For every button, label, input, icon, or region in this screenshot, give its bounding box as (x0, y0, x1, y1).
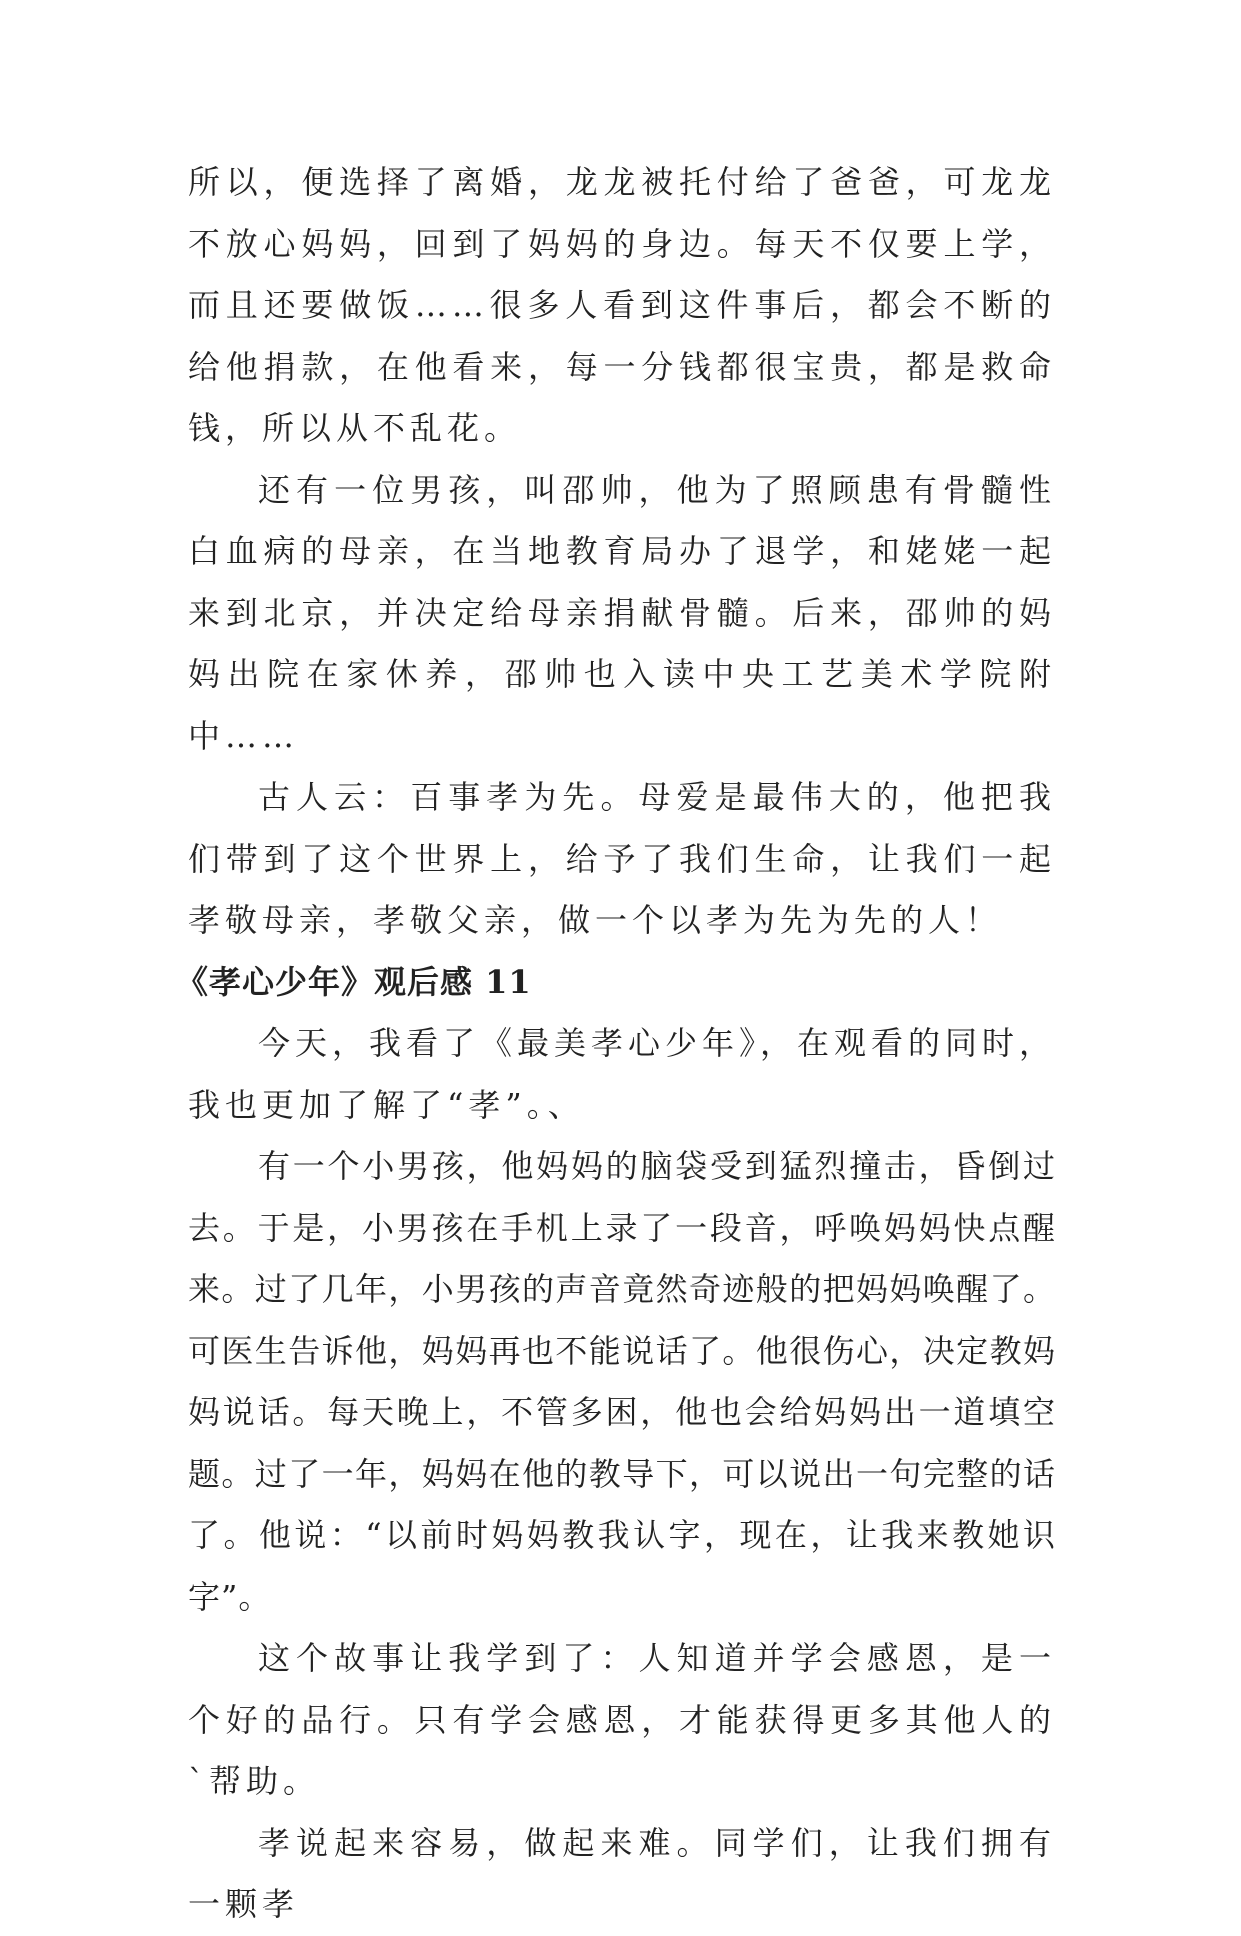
paragraph-closing: 孝说起来容易，做起来难。同学们，让我们拥有一颗孝 (188, 1823, 1056, 1923)
document-body (176, 152, 1057, 1936)
paragraph-little-boy-story: 有一个小男孩，他妈妈的脑袋受到猛烈撞击，昏倒过去。于是，小男孩在手机上录了一段音，呼唤妈妈快点醒来。过了几年，小男孩的声音竟然奇迹般的把妈妈唤醒了。可医生告诉他，妈妈再也不能说话了。他很伤心，决定教妈妈说话。每天晚上，不管多困，他也会给妈妈出一道填空题。过了一年，妈妈在他的教导下，可以说出一句完整的话了。他说：“以前时妈妈教我认字，现在，让我来教她识字”。 (188, 1147, 1056, 1616)
paragraph-shao-shuai-story: 还有一位男孩，叫邵帅，他为了照顾患有骨髓性白血病的母亲，在当地教育局办了退学，和姥姥一起来到北京，并决定给母亲捐献骨髓。后来，邵帅的妈妈出院在家休养，邵帅也入读中央工艺美术学院附中…… (188, 470, 1056, 755)
paragraph-lesson: 这个故事让我学到了：人知道并学会感恩，是一个好的品行。只有学会感恩，才能获得更多其他人的`帮助。 (188, 1639, 1056, 1800)
paragraph-filial-conclusion: 古人云：百事孝为先。母爱是最伟大的，他把我们带到了这个世界上，给予了我们生命，让我们一起孝敬母亲，孝敬父亲，做一个以孝为先为先的人！ (188, 778, 1056, 939)
section-title: 《孝心少年》观后感 11 (176, 962, 532, 1001)
paragraph-divorce-story: 所以，便选择了离婚，龙龙被托付给了爸爸，可龙龙不放心妈妈，回到了妈妈的身边。每天不仅要上学，而且还要做饭……很多人看到这件事后，都会不断的给他捐款，在他看来，每一分钱都很宝贵，都是救命钱，所以从不乱花。 (188, 163, 1056, 447)
paragraph-intro: 今天，我看了《最美孝心少年》，在观看的同时，我也更加了解了“孝”。、 (188, 1024, 1057, 1124)
